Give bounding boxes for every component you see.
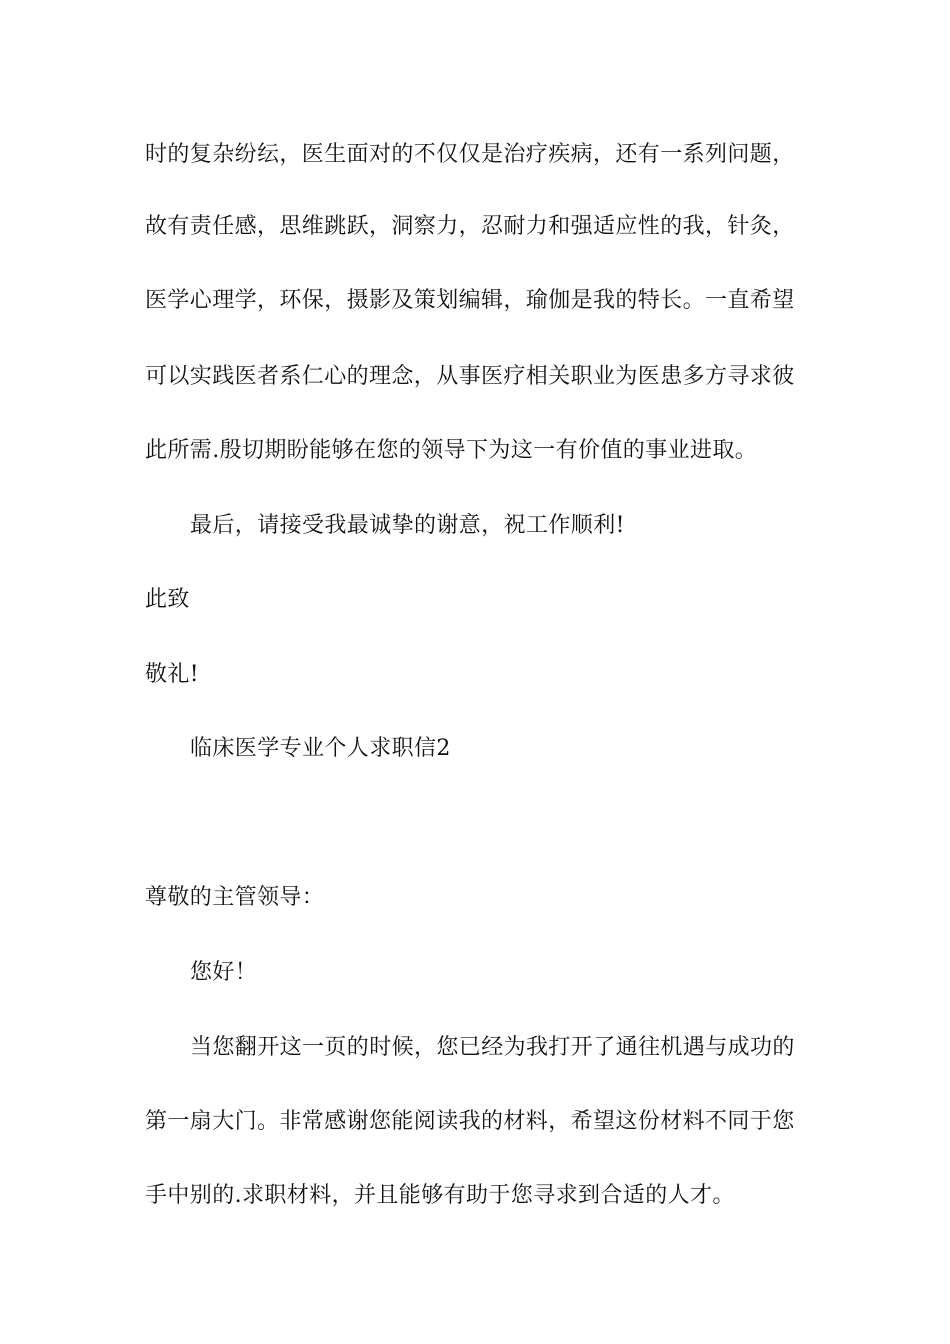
paragraph-line: 手中别的.求职材料，并且能够有助于您寻求到合适的人才。 — [145, 1183, 735, 1208]
paragraph-line: 时的复杂纷纭，医生面对的不仅仅是治疗疾病，还有一系列问题， — [145, 142, 795, 167]
second-letter-title: 临床医学专业个人求职信2 — [190, 736, 451, 761]
paragraph-line: 此所需.殷切期盼能够在您的领导下为这一有价值的事业进取。 — [145, 438, 758, 463]
sign-off-jing-li: 敬礼! — [145, 662, 200, 687]
paragraph-line: 第一扇大门。非常感谢您能阅读我的材料，希望这份材料不同于您 — [145, 1109, 795, 1134]
closing-thanks: 最后，请接受我最诚挚的谢意，祝工作顺利! — [190, 513, 625, 538]
paragraph-line: 可以实践医者系仁心的理念，从事医疗相关职业为医患多方寻求彼 — [145, 364, 795, 389]
paragraph-line: 当您翻开这一页的时候，您已经为我打开了通往机遇与成功的 — [190, 1035, 795, 1060]
paragraph-line: 故有责任感，思维跳跃，洞察力，忍耐力和强适应性的我，针灸， — [145, 214, 795, 239]
greeting: 您好！ — [190, 960, 258, 985]
salutation: 尊敬的主管领导： — [145, 885, 325, 910]
sign-off-ci-zhi: 此致 — [145, 587, 190, 612]
paragraph-line: 医学心理学，环保，摄影及策划编辑，瑜伽是我的特长。一直希望 — [145, 288, 795, 313]
